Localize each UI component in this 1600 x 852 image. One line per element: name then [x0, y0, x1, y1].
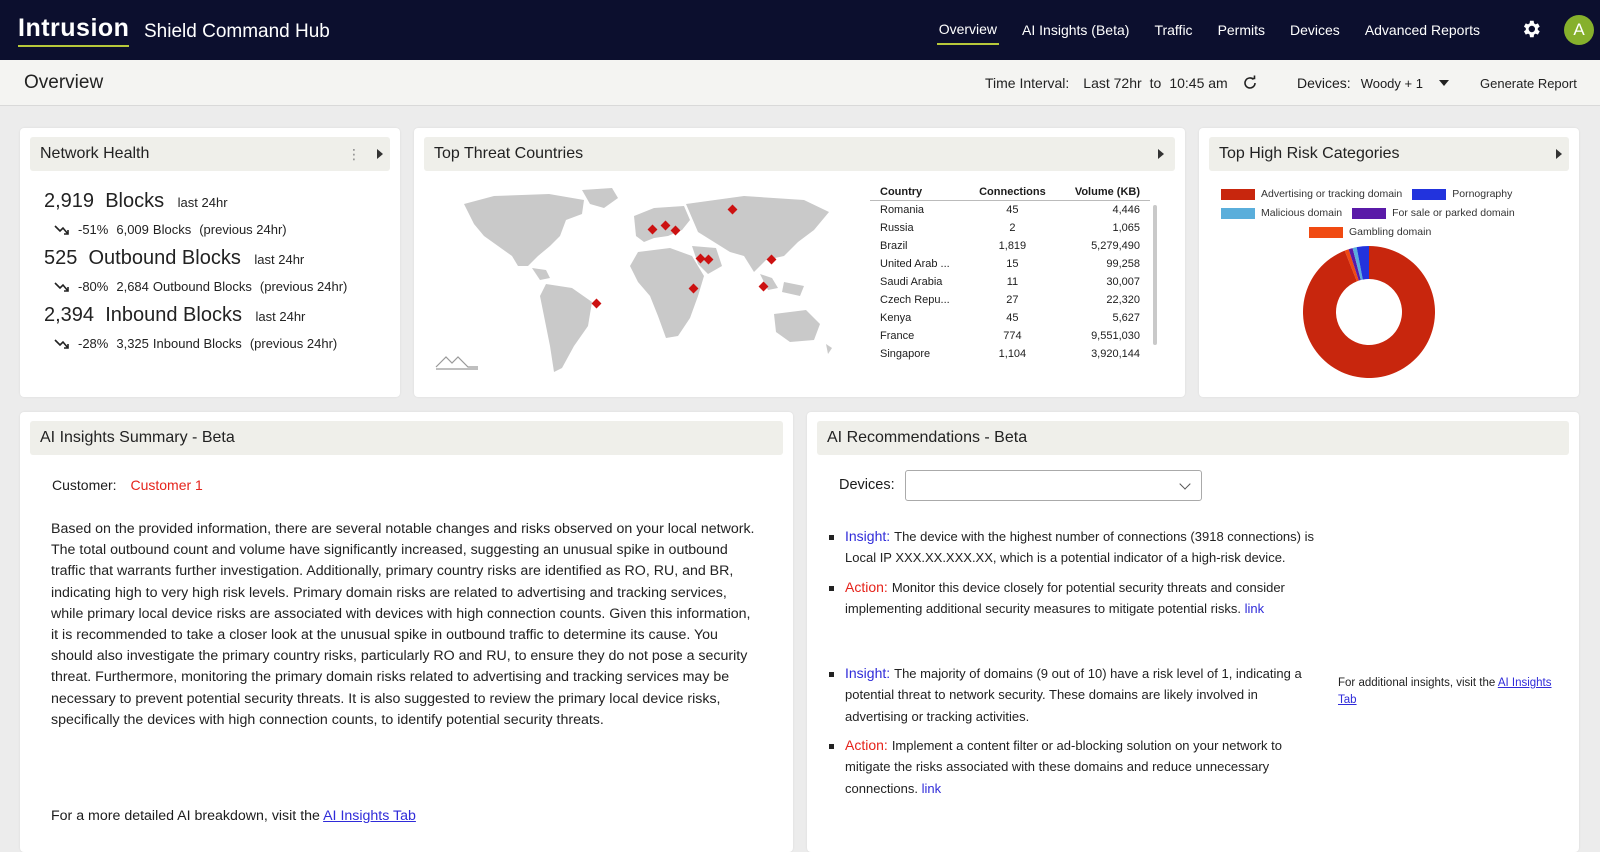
stat-count: 525: [44, 247, 78, 269]
trend-prev-period: (previous 24hr): [199, 222, 287, 237]
table-row[interactable]: [870, 255, 1150, 273]
top-navbar: [0, 0, 1600, 60]
volume-cell: 9,551,030: [1091, 330, 1140, 342]
threat-countries-table: [870, 183, 1150, 363]
connections-cell: 1,104: [998, 348, 1027, 360]
chart-legend: [1221, 188, 1561, 245]
devices-select[interactable]: [905, 470, 1202, 501]
connections-cell: 774: [1003, 330, 1022, 342]
threat-countries-title: Top Threat Countries: [434, 145, 584, 162]
trend-change: -80%: [78, 279, 109, 294]
recommendations-side-note: [1338, 675, 1563, 709]
risk-donut-chart[interactable]: [1301, 244, 1437, 380]
summary-body: Based on the provided information, there are several notable changes and risks observed on your local network. The total outbound count and volume have significantly increased, suggesting an unusual spike in outbound traffic that warrants further investigation. Additionally, primary country risks are identified as RO, RU, and BR, indicating high to very high risk levels. Primary domain risks are related to advertising and tracking services, while primary local device risks are associated with devices with high connection counts. Given this information, it is recommended to take a closer look at the unusual spike in outbound traffic to determine its cause. You should also investigate the primary country risks, particularly RO and RU, to ensure they do not pose a security threat. Furthermore, monitoring the primary domain risks related to advertising and tracking services may be necessary to prevent potential security threats. It is also suggested to review the primary local device risks, specifically the devices with high connection counts, to identify potential security threats.: [51, 521, 755, 728]
more-vertical-icon[interactable]: ⋮: [347, 146, 361, 162]
legend-item[interactable]: [1412, 188, 1512, 200]
country-cell: Russia: [880, 222, 914, 234]
table-row[interactable]: [870, 237, 1150, 255]
world-map[interactable]: [454, 186, 844, 381]
stat-label: Blocks: [105, 190, 165, 212]
country-cell: Czech Repu...: [880, 294, 950, 306]
stat-period: last 24hr: [177, 195, 228, 210]
connections-cell: 27: [1006, 294, 1019, 306]
legend-row: [1221, 207, 1561, 219]
brand-logo[interactable]: Intrusion: [18, 14, 129, 47]
connections-cell: 45: [1006, 312, 1019, 324]
network-health-title: Network Health: [40, 145, 150, 162]
trend-prev-count: 6,009: [116, 222, 149, 237]
summary-footer: [51, 808, 416, 824]
devices-filter-label: Devices:: [1297, 75, 1351, 91]
volume-cell: 99,258: [1106, 258, 1140, 270]
app-title: Shield Command Hub: [144, 21, 330, 42]
legend-item[interactable]: [1221, 207, 1342, 219]
generate-report-button[interactable]: Generate Report: [1480, 76, 1577, 91]
legend-label: Pornography: [1452, 188, 1513, 200]
ai-insights-tab-link[interactable]: AI Insights Tab: [323, 808, 416, 824]
list-item: [829, 735, 1324, 799]
column-header[interactable]: Country: [870, 183, 966, 201]
chevron-down-icon[interactable]: [1179, 478, 1190, 489]
country-cell: France: [880, 330, 915, 342]
expand-arrow-icon[interactable]: [377, 149, 383, 159]
connections-cell: 11: [1006, 276, 1019, 288]
time-interval-value[interactable]: Last 72hr: [1083, 75, 1142, 91]
volume-cell: 22,320: [1106, 294, 1140, 306]
inbound-blocks-stat: [44, 304, 305, 327]
nav-overview[interactable]: Overview: [937, 15, 999, 45]
customer-value: Customer 1: [130, 477, 203, 493]
legend-item[interactable]: [1352, 207, 1515, 219]
threat-countries-panel: [414, 128, 1185, 397]
stat-period: last 24hr: [255, 309, 306, 324]
ai-insights-tab-link[interactable]: AI Insights Tab: [1338, 677, 1552, 706]
trend-prev-count: 3,325: [116, 336, 149, 351]
devices-filter-value[interactable]: Woody + 1: [1360, 75, 1423, 91]
volume-cell: 30,007: [1106, 276, 1140, 288]
page-title: Overview: [24, 72, 104, 93]
nav-ai-insights[interactable]: AI Insights (Beta): [1022, 22, 1130, 38]
caret-down-icon[interactable]: [1439, 80, 1449, 86]
trend-prev-period: (previous 24hr): [249, 336, 338, 351]
page-toolbar: [0, 60, 1600, 106]
table-row[interactable]: [870, 345, 1150, 363]
insight-keyword: Insight:: [845, 528, 891, 544]
action-link[interactable]: link: [921, 780, 942, 796]
nav-devices[interactable]: Devices: [1290, 22, 1340, 38]
stat-count: 2,394: [44, 304, 95, 326]
volume-cell: 5,627: [1112, 312, 1140, 324]
ai-recommendations-panel: [807, 412, 1579, 852]
list-item: [829, 663, 1324, 727]
ai-summary-panel: [20, 412, 793, 852]
time-interval-to: to: [1149, 75, 1162, 91]
devices-select-label: Devices:: [839, 477, 895, 493]
country-cell: United Arab ...: [880, 258, 950, 270]
trend-change: -28%: [78, 336, 109, 351]
recommendations-list: [829, 526, 1324, 807]
trend-change: -51%: [78, 222, 109, 237]
panel-header: [1209, 137, 1569, 171]
expand-arrow-icon[interactable]: [1556, 149, 1562, 159]
legend-label: Advertising or tracking domain: [1261, 188, 1403, 200]
action-text: Implement a content filter or ad-blocking solution on your network to mitigate the risks associated with these domains and reduce unnecessary connections.: [845, 738, 1283, 796]
legend-swatch: [1412, 189, 1446, 200]
trend-down-icon: [54, 224, 70, 236]
panel-header: [424, 137, 1175, 171]
risk-categories-title: Top High Risk Categories: [1219, 145, 1400, 162]
volume-cell: 3,920,144: [1091, 348, 1140, 360]
column-header[interactable]: Volume (KB): [1059, 183, 1150, 201]
inbound-blocks-trend: [54, 336, 337, 351]
column-header[interactable]: Connections: [966, 183, 1059, 201]
devices-filter[interactable]: [1297, 75, 1449, 91]
side-note-text: For additional insights, visit the: [1338, 677, 1496, 689]
trend-prev-label: Blocks: [152, 222, 192, 237]
table-row[interactable]: [870, 291, 1150, 309]
nav-advanced-reports[interactable]: Advanced Reports: [1364, 22, 1480, 38]
country-cell: Romania: [880, 204, 925, 216]
table-row[interactable]: [870, 327, 1150, 345]
panel-header: [30, 137, 390, 171]
donut-slice[interactable]: [1303, 246, 1435, 378]
legend-row: [1221, 188, 1561, 200]
blocks-stat: [44, 190, 228, 213]
country-cell: Singapore: [880, 348, 931, 360]
country-cell: Saudi Arabia: [880, 276, 943, 288]
insight-text: The majority of domains (9 out of 10) have a risk level of 1, indicating a potential threat to network security. These domains are likely involved in advertising or tracking activities.: [845, 666, 1302, 724]
panel-header: [30, 421, 783, 455]
trend-prev-count: 2,684: [116, 279, 149, 294]
country-cell: Kenya: [880, 312, 912, 324]
list-item: [829, 526, 1324, 569]
time-interval-label: Time Interval:: [985, 75, 1070, 91]
legend-row: [1221, 226, 1561, 238]
connections-cell: 45: [1006, 204, 1019, 216]
outbound-blocks-stat: [44, 247, 304, 270]
legend-item[interactable]: [1221, 188, 1402, 200]
insight-text: The device with the highest number of connections (3918 connections) is Local IP XXX.XX.XXX.XX, which is a potential indicator of a high-risk device.: [845, 529, 1314, 566]
nav-traffic[interactable]: Traffic: [1154, 22, 1193, 38]
trend-down-icon: [54, 281, 70, 293]
map-zoom-icon[interactable]: [434, 353, 480, 371]
table-header-row: [870, 183, 1150, 201]
trend-prev-label: Outbound Blocks: [152, 279, 252, 294]
legend-swatch: [1309, 227, 1343, 238]
country-cell: Brazil: [880, 240, 908, 252]
legend-item[interactable]: [1309, 226, 1431, 238]
ai-recommendations-title: AI Recommendations - Beta: [827, 429, 1028, 446]
legend-label: For sale or parked domain: [1392, 207, 1515, 219]
table-row[interactable]: [870, 219, 1150, 237]
stat-label: Inbound Blocks: [105, 304, 242, 326]
connections-cell: 2: [1009, 222, 1016, 234]
volume-cell: 5,279,490: [1091, 240, 1140, 252]
table-row[interactable]: [870, 309, 1150, 327]
customer-row: [52, 477, 203, 493]
legend-label: Gambling domain: [1349, 226, 1432, 238]
action-link[interactable]: link: [1244, 600, 1265, 616]
action-keyword: Action:: [845, 578, 888, 595]
main-nav: [937, 0, 1482, 60]
trend-prev-label: Inbound Blocks: [152, 336, 242, 351]
list-item: [829, 577, 1324, 620]
legend-swatch: [1221, 189, 1255, 200]
gear-icon[interactable]: [1520, 18, 1542, 40]
table-row[interactable]: [870, 273, 1150, 291]
stat-label: Outbound Blocks: [88, 247, 241, 269]
nav-permits[interactable]: Permits: [1217, 22, 1266, 38]
legend-swatch: [1352, 208, 1386, 219]
customer-label: Customer:: [52, 477, 117, 493]
legend-label: Malicious domain: [1261, 207, 1343, 219]
refresh-icon[interactable]: [1242, 75, 1258, 91]
marker-brazil: [592, 299, 602, 309]
legend-swatch: [1221, 208, 1255, 219]
outbound-blocks-trend: [54, 279, 347, 294]
trend-prev-period: (previous 24hr): [259, 279, 348, 294]
connections-cell: 15: [1006, 258, 1019, 270]
time-interval-time[interactable]: 10:45 am: [1169, 75, 1228, 91]
time-interval: [985, 75, 1258, 91]
volume-cell: 1,065: [1112, 222, 1140, 234]
ai-summary-title: AI Insights Summary - Beta: [40, 429, 235, 446]
network-health-panel: [20, 128, 400, 397]
volume-cell: 4,446: [1112, 204, 1140, 216]
stat-period: last 24hr: [254, 252, 305, 267]
trend-down-icon: [54, 338, 70, 350]
panel-header: [817, 421, 1569, 455]
connections-cell: 1,819: [998, 240, 1027, 252]
action-keyword: Action:: [845, 737, 888, 754]
expand-arrow-icon[interactable]: [1158, 149, 1164, 159]
stat-count: 2,919: [44, 190, 95, 212]
table-scrollbar[interactable]: [1153, 205, 1157, 345]
risk-categories-panel: [1199, 128, 1579, 397]
summary-footer-text: For a more detailed AI breakdown, visit the: [51, 808, 320, 824]
spacer: [829, 627, 1324, 663]
table-row[interactable]: [870, 201, 1150, 220]
blocks-trend: [54, 222, 287, 237]
action-text: Monitor this device closely for potential security threats and consider implementing additional security measures to mitigate potential risks.: [845, 579, 1285, 616]
user-avatar[interactable]: A: [1564, 15, 1594, 45]
insight-keyword: Insight:: [845, 665, 891, 682]
